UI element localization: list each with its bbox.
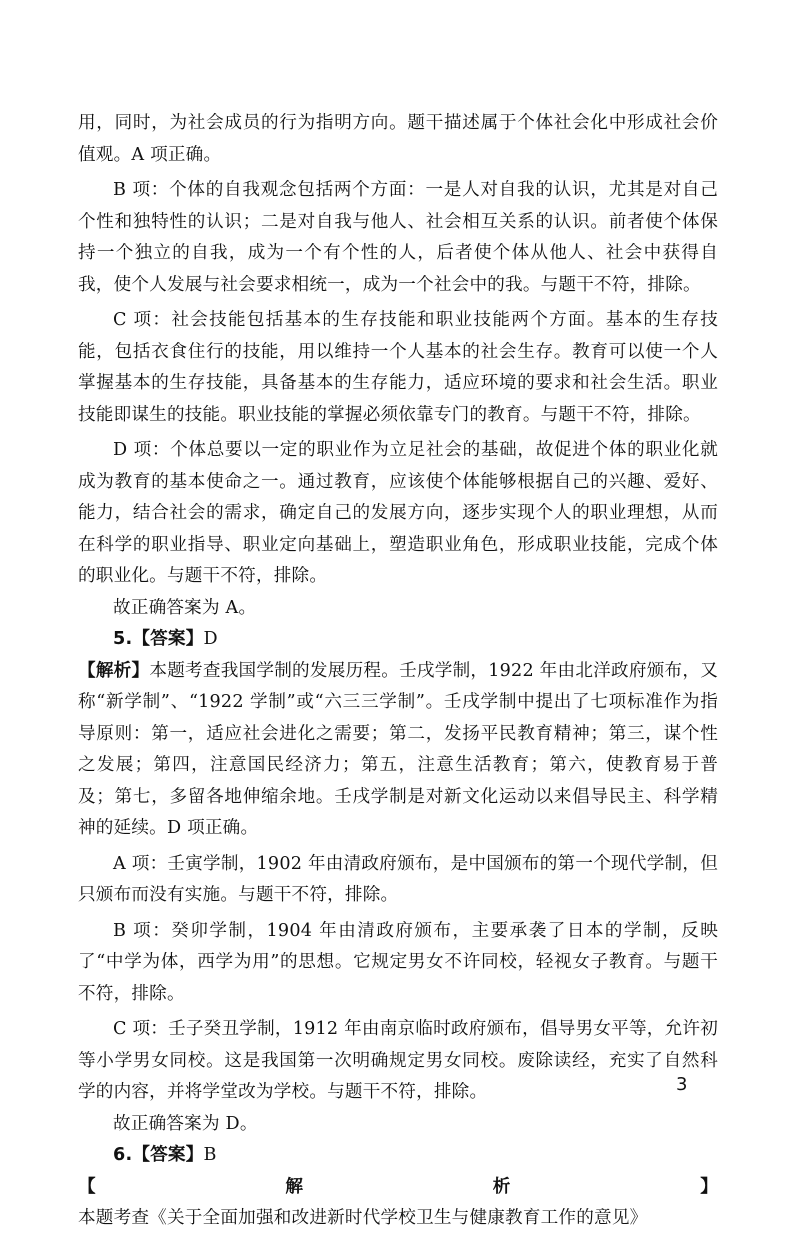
paragraph-text: 故正确答案为 A。 bbox=[113, 597, 257, 618]
answer-value: B bbox=[203, 1145, 217, 1165]
answer-conclusion bbox=[78, 593, 718, 625]
paragraph-text: 故正确答案为 D。 bbox=[113, 1113, 258, 1134]
answer-heading-6 bbox=[78, 1140, 718, 1172]
paragraph-text: B 项：癸卯学制，1904 年由清政府颁布，主要承袭了日本的学制，反映了“中学为体，西学为用”的思想。它规定男女不许同校，轻视女子教育。与题干不符，排除。 bbox=[78, 920, 718, 1004]
paragraph-text: C 项：社会技能包括基本的生存技能和职业技能两个方面。基本的生存技能，包括衣食住行的技能，用以维持一个人基本的社会生存。教育可以使一个人掌握基本的生存技能，具备基本的生存能力，适应环境的要求和社会生活。职业技能即谋生的技能。职业技能的掌握必须依靠专门的教育。与题干不符，排除。 bbox=[78, 310, 718, 425]
answer-label: 6.【答案】 bbox=[113, 1145, 204, 1165]
answer-label: 5.【答案】 bbox=[113, 629, 204, 649]
paragraph-option-c-5 bbox=[78, 1014, 718, 1109]
analysis-label: 【解析】 bbox=[78, 1176, 718, 1197]
paragraph-option-a-5 bbox=[78, 849, 718, 912]
paragraph-option-b bbox=[78, 175, 718, 301]
paragraph-text: B 项：个体的自我观念包括两个方面：一是人对自我的认识，尤其是对自己个性和独特性的认识；二是对自我与他人、社会相互关系的认识。前者使个体保持一个独立的自我，成为一个有个性的人，后者使个体从他人、社会中获得自我，使个人发展与社会要求相统一，成为一个社会中的我。与题干不符，排除。 bbox=[78, 180, 718, 295]
paragraph-text: 本题考查我国学制的发展历程。壬戌学制，1922 年由北洋政府颁布，又称“新学制”、“1922 学制”或“六三三学制”。壬戌学制中提出了七项标准作为指导原则：第一，适应社会进化之需要；第二，发扬平民教育精神；第三，谋个性之发展；第四，注意国民经济力；第五，注意生活教育；第六，使教育易于普及；第七，多留各地伸缩余地。壬戌学制是对新文化运动以来倡导民主、科学精神的延续。D 项正确。 bbox=[78, 660, 718, 838]
analysis-5 bbox=[78, 656, 718, 845]
paragraph-option-b-5 bbox=[78, 916, 718, 1011]
paragraph-text: 本题考查《关于全面加强和改进新时代学校卫生与健康教育工作的意见》 bbox=[78, 1208, 648, 1228]
answer-value: D bbox=[203, 629, 218, 649]
paragraph-text: A 项：壬寅学制，1902 年由清政府颁布，是中国颁布的第一个现代学制，但只颁布而没有实施。与题干不符，排除。 bbox=[78, 853, 718, 905]
answer-heading-5 bbox=[78, 624, 718, 656]
paragraph-continuation bbox=[78, 108, 718, 171]
answer-conclusion-5 bbox=[78, 1109, 718, 1141]
page-number: 3 bbox=[676, 1074, 688, 1095]
document-body bbox=[78, 108, 718, 1235]
paragraph-option-d bbox=[78, 435, 718, 593]
paragraph-text: D 项：个体总要以一定的职业作为立足社会的基础，故促进个体的职业化就成为教育的基本使命之一。通过教育，应该使个体能够根据自己的兴趣、爱好、能力，结合社会的需求，确定自己的发展方向，逐步实现个人的职业理想，从而在科学的职业指导、职业定向基础上，塑造职业角色，形成职业技能，完成个体的职业化。与题干不符，排除。 bbox=[78, 440, 718, 586]
paragraph-text: C 项：壬子癸丑学制，1912 年由南京临时政府颁布，倡导男女平等，允许初等小学男女同校。这是我国第一次明确规定男女同校。废除读经，充实了自然科学的内容，并将学堂改为学校。与题干不符，排除。 bbox=[78, 1019, 718, 1102]
paragraph-text: 用，同时，为社会成员的行为指明方向。题干描述属于个体社会化中形成社会价值观。A 项正确。 bbox=[78, 113, 718, 165]
analysis-label: 【解析】 bbox=[78, 660, 150, 681]
analysis-6 bbox=[78, 1172, 718, 1235]
paragraph-option-c bbox=[78, 305, 718, 431]
